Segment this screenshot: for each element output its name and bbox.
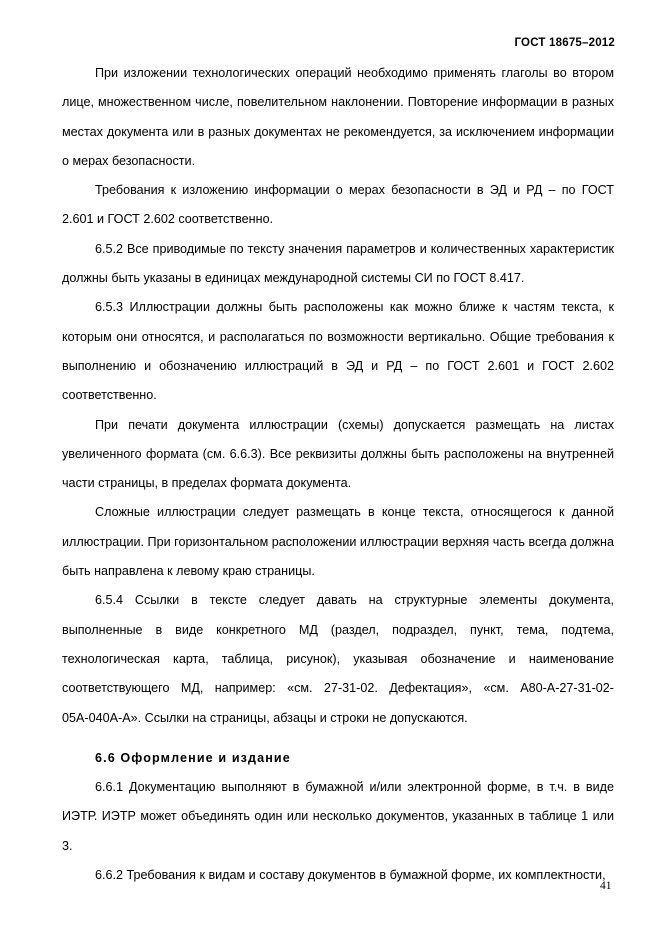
paragraph-6-6-2: 6.6.2 Требования к видам и составу документов в бумажной форме, их комплектности, [95, 868, 606, 883]
paragraph-safety-info: Требования к изложению информации о мерах безопасности в ЭД и РД – по ГОСТ 2.601 и ГОСТ 2.602 соответственно. [62, 183, 614, 227]
section-heading-6-6: 6.6 Оформление и издание [95, 750, 291, 765]
paragraph-print-format: При печати документа иллюстрации (схемы) допускается размещать на листах увеличенного формата (см. 6.6.3). Все реквизиты должны быть расположены на внутренней части страницы, в пределах формата документа. [62, 417, 614, 491]
paragraph-6-5-3: 6.5.3 Иллюстрации должны быть расположены как можно ближе к частям текста, к которым они относятся, и располагаться по возможности вертикально. Общие требования к выполнению и обозначению иллюстраций в ЭД и РД – по ГОСТ 2.601 и ГОСТ 2.602 соответственно. [62, 300, 614, 403]
page-body [62, 59, 614, 890]
page-number: 41 [600, 880, 612, 892]
paragraph-6-6-1: 6.6.1 Документацию выполняют в бумажной и/или электронной форме, в т.ч. в виде ИЭТР. ИЭТР может объединять один или несколько документов, указанных в таблице 1 или 3. [62, 780, 614, 853]
paragraph-verb-forms: При изложении технологических операций необходимо применять глаголы во втором лице, множественном числе, повелительном наклонении. Повторение информации в разных местах документа или в разных документах не рекомендуется, за исключением информации о мерах безопасности. [62, 66, 614, 168]
paragraph-complex-illustrations: Сложные иллюстрации следует размещать в конце текста, относящегося к данной иллюстрации. При горизонтальном расположении иллюстрации верхняя часть всегда должна быть направлена к левому краю страницы. [62, 505, 614, 579]
document-standard-header: ГОСТ 18675–2012 [514, 37, 615, 49]
paragraph-6-5-4: 6.5.4 Ссылки в тексте следует давать на структурные элементы документа, выполненные в виде конкретного МД (раздел, подраздел, пункт, тема, подтема, технологическая карта, таблица, рисунок), указывая обозначение и наименование соответствующего МД, например: «см. 27-31-02. Дефектация», «см. А80-А-27-31-02-05А-040А-А». Ссылки на страницы, абзацы и строки не допускаются. [62, 593, 614, 725]
paragraph-6-5-2: 6.5.2 Все приводимые по тексту значения параметров и количественных характеристик должны быть указаны в единицах международной системы СИ по ГОСТ 8.417. [62, 241, 614, 286]
